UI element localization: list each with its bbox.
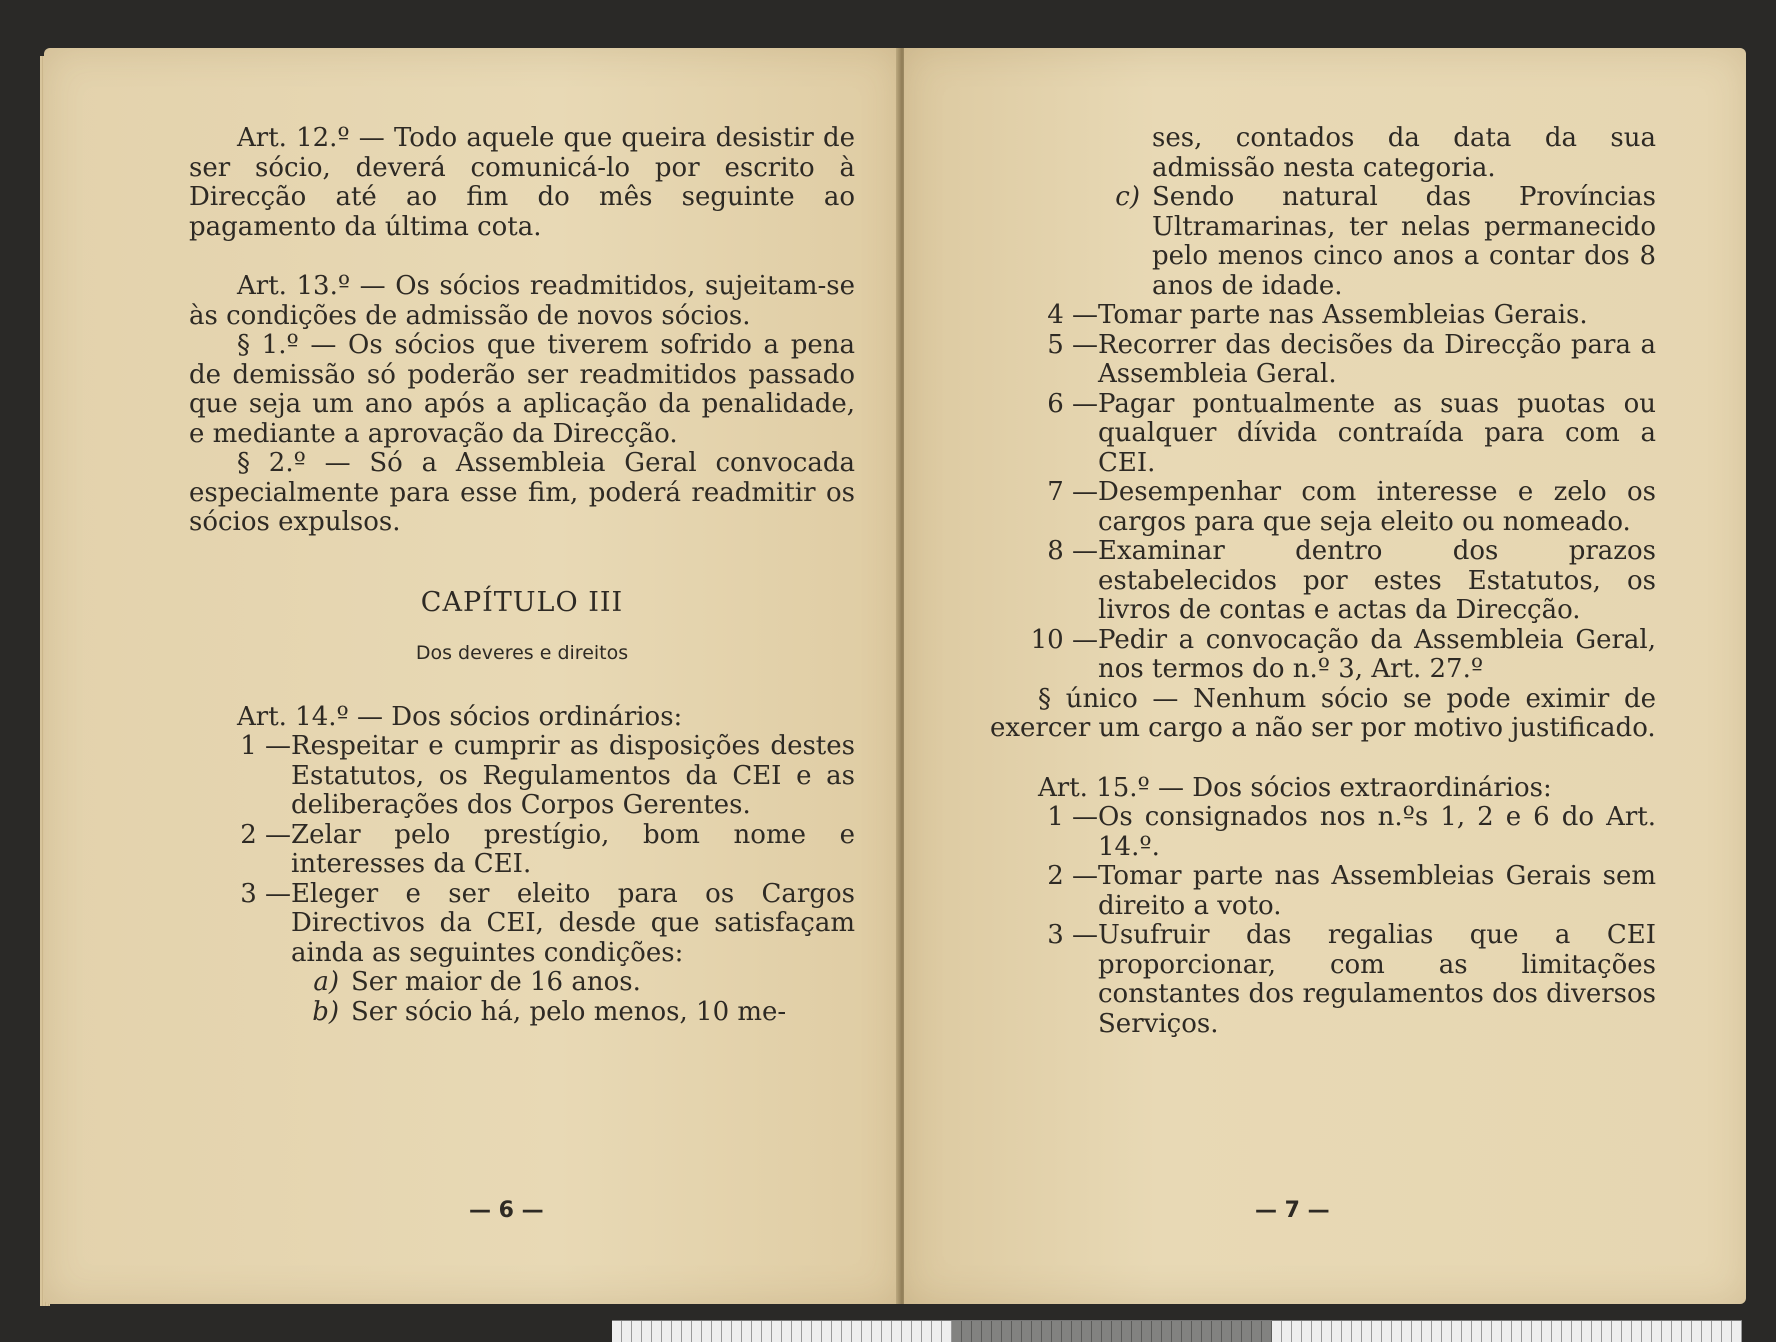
- sub-item: a) Ser maior de 16 anos.: [313, 967, 641, 997]
- list-item: 1 — Os consignados nos n.ºs 1, 2 e 6 do Art. 14.º.: [1047, 802, 1656, 862]
- right-page: [904, 48, 1746, 1304]
- chapter-subtitle: Dos deveres e direitos: [415, 642, 629, 664]
- page-number: — 7 —: [1255, 1198, 1330, 1223]
- list-item: 7 — Desempenhar com interesse e zelo os cargos para que seja eleito ou nomeado.: [1047, 477, 1656, 537]
- list-item: 2 — Tomar parte nas Assembleias Gerais sem direito a voto.: [1047, 861, 1656, 921]
- article-13-paragraph-1: § 1.º — Os sócios que tiverem sofrido a pena de demissão só poderão ser readmitidos passado que seja um ano após a aplicação da penalidade, e mediante a aprovação da Direcção.: [189, 330, 855, 449]
- list-item: 6 — Pagar pontualmente as suas puotas ou qualquer dívida contraída para com a CEI.: [1047, 388, 1656, 478]
- list-item: 2 — Zelar pelo prestígio, bom nome e interesses da CEI.: [240, 819, 855, 879]
- left-page: [44, 48, 900, 1304]
- chapter-title: CAPÍTULO III: [420, 586, 624, 618]
- paragraph-unico: § único — Nenhum sócio se pode eximir de exercer um cargo a não ser por motivo justificado.: [990, 683, 1656, 743]
- sub-item: b) Ser sócio há, pelo menos, 10 me-: [312, 996, 787, 1027]
- list-item: 3 — Eleger e ser eleito para os Cargos Directivos da CEI, desde que satisfaçam ainda as seguintes condições:: [240, 878, 855, 968]
- sub-item: c) Sendo natural das Províncias Ultramarinas, ter nelas permanecido pelo menos cinco anos a contar dos 8 anos de idade.: [1115, 182, 1656, 301]
- left-text-column: [189, 124, 855, 1027]
- list-item: 3 — Usufruir das regalias que a CEI proporcionar, com as limitações constantes dos regulamentos dos diversos Serviços.: [1047, 920, 1656, 1039]
- article-12: Art. 12.º — Todo aquele que queira desistir de ser sócio, deverá comunicá-lo por escrito à Direcção até ao fim do mês seguinte ao pagamento da última cota.: [189, 123, 855, 242]
- continuation-text: ses, contados da data da sua admissão nesta categoria.: [1152, 123, 1656, 183]
- page-number: — 6 —: [469, 1198, 544, 1223]
- article-15-intro: Art. 15.º — Dos sócios extraordinários:: [1038, 772, 1552, 803]
- list-item: 10 — Pedir a convocação da Assembleia Geral, nos termos do n.º 3, Art. 27.º: [1030, 624, 1656, 684]
- article-14-intro: Art. 14.º — Dos sócios ordinários:: [237, 701, 683, 732]
- list-item: 4 — Tomar parte nas Assembleias Gerais.: [1047, 300, 1588, 330]
- article-13: Art. 13.º — Os sócios readmitidos, sujeitam-se às condições de admissão de novos sócios.: [189, 271, 855, 331]
- right-text-column: [990, 124, 1656, 1039]
- list-item: 1 — Respeitar e cumprir as disposições destes Estatutos, os Regulamentos da CEI e as deliberações dos Corpos Gerentes.: [240, 731, 855, 820]
- measurement-ruler: [612, 1320, 1742, 1342]
- list-item: 8 — Examinar dentro dos prazos estabelecidos por estes Estatutos, os livros de contas e actas da Direcção.: [1047, 536, 1656, 625]
- article-13-paragraph-2: § 2.º — Só a Assembleia Geral convocada especialmente para esse fim, poderá readmitir os sócios expulsos.: [189, 448, 855, 537]
- list-item: 5 — Recorrer das decisões da Direcção para a Assembleia Geral.: [1047, 329, 1656, 389]
